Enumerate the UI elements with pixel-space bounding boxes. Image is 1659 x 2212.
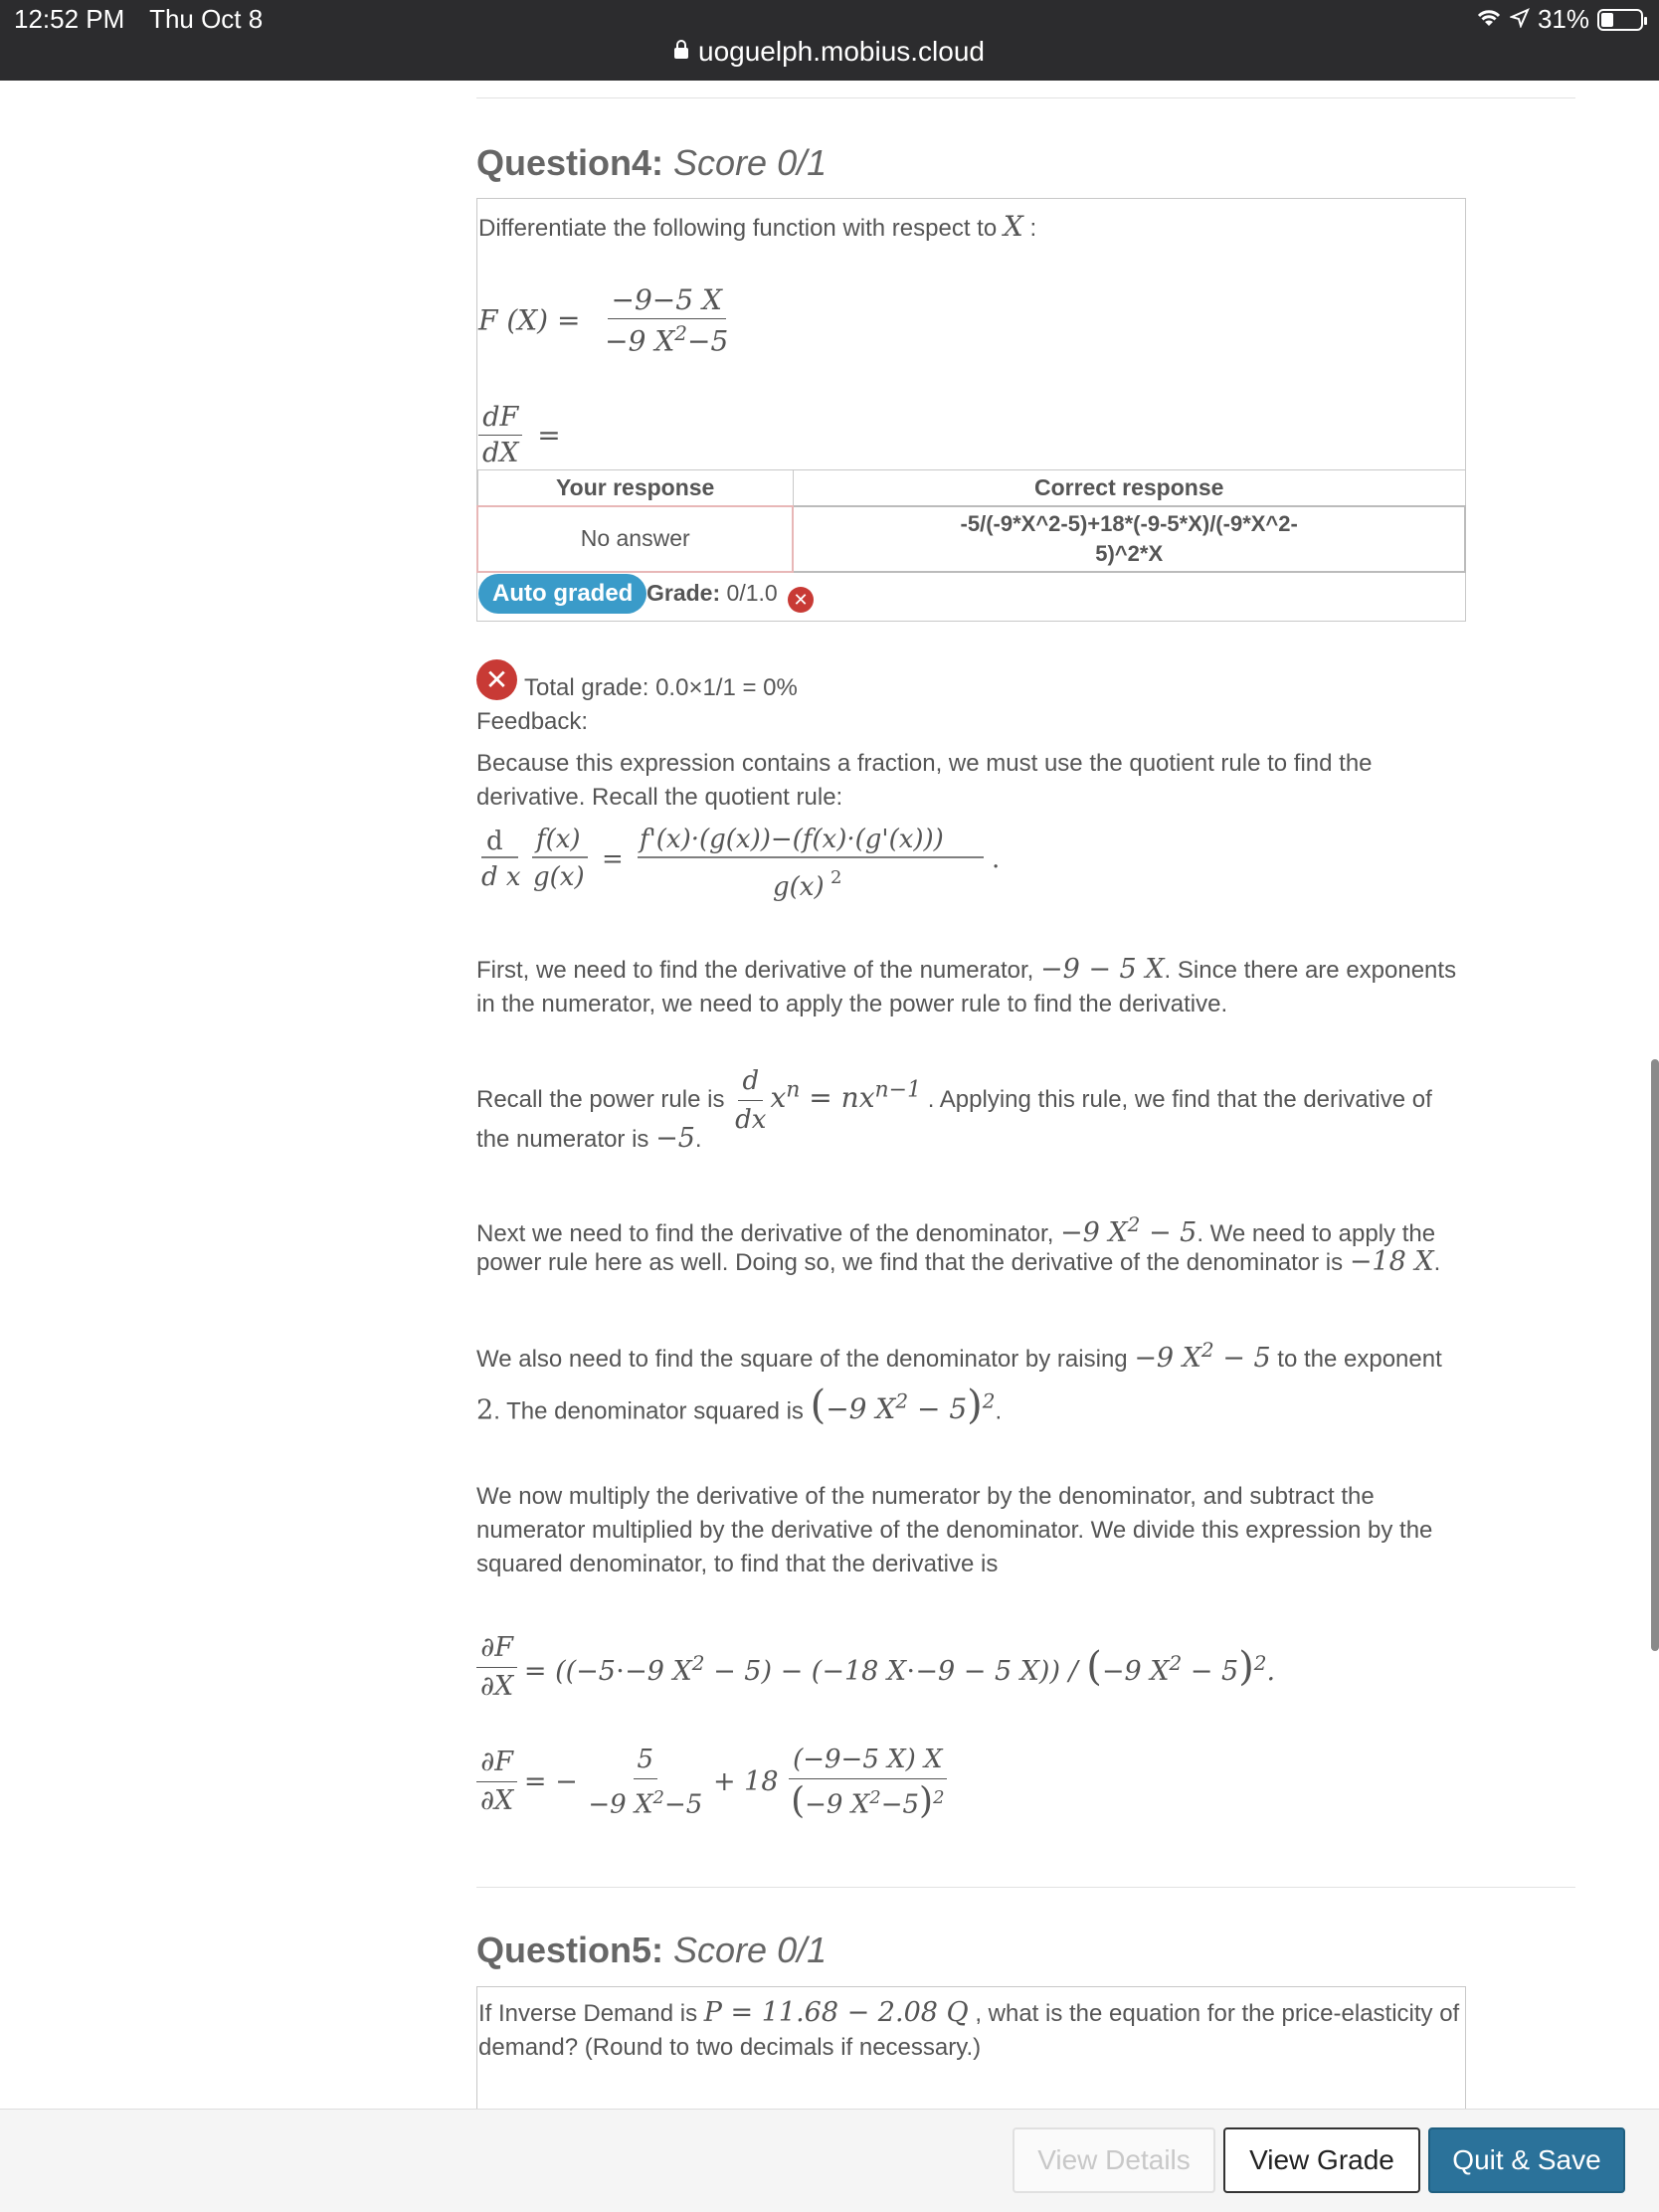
derivative-prompt: $\frac{dF}{dX}$ = bbox=[478, 402, 561, 468]
your-response-header: Your response bbox=[477, 470, 793, 506]
question-score: Score 0/1 bbox=[673, 1930, 828, 1970]
derivative-formula-2: $\frac{\partial F}{\partial X}$ = − $\frac{5}{-9 X^2-5}$ + 18 $\frac{(-9-5 X) X}{(-9 X^2-5)^2}$ bbox=[476, 1743, 1471, 1822]
status-bar-right bbox=[1476, 4, 1643, 35]
battery-percent: 31% bbox=[1537, 4, 1589, 34]
browser-top-bar bbox=[0, 0, 1659, 81]
svg-text:g(x): g(x) bbox=[773, 872, 825, 902]
total-grade: Total grade: 0.0×1/1 = 0% bbox=[524, 674, 798, 701]
address-bar[interactable] bbox=[0, 36, 1659, 68]
url-text: uoguelph.mobius.cloud bbox=[698, 36, 985, 67]
svg-text:f'(x)·(g(x))−(f(x)·(g'(x))): f'(x)·(g(x))−(f(x)·(g'(x))) bbox=[640, 825, 944, 854]
grade-line: Grade: 0/1.0 ✕ bbox=[646, 580, 814, 613]
battery-icon bbox=[1597, 9, 1643, 31]
question5-prompt: If Inverse Demand is P = 11.68 − 2.08 Q , what is the equation for the price-elasticity of demand? (Round to two decimals if necessary.) bbox=[478, 1997, 1460, 2061]
svg-text:f(x): f(x) bbox=[536, 825, 581, 854]
view-grade-button[interactable]: View Grade bbox=[1223, 2127, 1420, 2193]
feedback-paragraph-4-end: 2. The denominator squared is (−9 $X^2 - 5)^2$. bbox=[476, 1382, 1003, 1429]
question-score: Score 0/1 bbox=[673, 142, 828, 183]
feedback-paragraph-1: First, we need to find the derivative of the numerator, −9 − 5 X. Since there are exponents in the numerator, we need to apply the power rule to find the derivative. bbox=[476, 954, 1457, 1017]
vertical-scrollbar[interactable] bbox=[1651, 1059, 1659, 1651]
view-details-button[interactable]: View Details bbox=[1013, 2127, 1215, 2193]
feedback-paragraph-3-end: power rule here as well. Doing so, we find that the derivative of the denominator is −18 X. bbox=[476, 1246, 1441, 1277]
question4-title bbox=[476, 142, 827, 184]
correct-response-cell: -5/(-9*X^2-5)+18*(-9-5*X)/(-9*X^2- 5)^2*X bbox=[793, 506, 1465, 572]
status-bar-left bbox=[14, 4, 280, 35]
feedback-intro: Because this expression contains a fraction, we must use the quotient rule to find the derivative. Recall the quotient rule: bbox=[476, 750, 1373, 811]
feedback-paragraph-2: Recall the power rule is $\frac{d}{dx}$ $x^n = nx^{n-1}$ . Applying this rule, we find that the derivative of bbox=[476, 1066, 1432, 1135]
divider bbox=[476, 97, 1575, 98]
function-definition: F (X) = $\frac{-9-5 X}{-9 X^2-5}$ bbox=[478, 283, 729, 358]
question5-title bbox=[476, 1930, 827, 1971]
svg-text:2: 2 bbox=[830, 867, 842, 888]
feedback-paragraph-2-end: the numerator is −5. bbox=[476, 1123, 702, 1154]
wifi-icon bbox=[1476, 4, 1502, 35]
status-date: Thu Oct 8 bbox=[149, 4, 264, 34]
response-table bbox=[476, 469, 1466, 573]
lock-icon bbox=[674, 48, 688, 59]
incorrect-total-icon: ✕ bbox=[476, 659, 517, 700]
question-label: Question4: bbox=[476, 142, 664, 183]
divider bbox=[476, 1887, 1575, 1888]
your-response-cell: No answer bbox=[477, 506, 793, 572]
svg-text:d: d bbox=[486, 827, 503, 856]
svg-text:.: . bbox=[992, 844, 1001, 874]
location-arrow-icon bbox=[1510, 4, 1530, 35]
feedback-paragraph-3: Next we need to find the derivative of the denominator, −9 $X^2 - 5$. We need to apply the bbox=[476, 1212, 1436, 1248]
svg-text:d x: d x bbox=[481, 862, 521, 892]
question-label: Question5: bbox=[476, 1930, 664, 1970]
feedback-paragraph-5: We now multiply the derivative of the numerator by the denominator, and subtract the numerator multiplied by the derivative of the denominator. We divide this expression by the squared denominator, to find that the derivative is bbox=[476, 1483, 1433, 1577]
quit-save-button[interactable]: Quit & Save bbox=[1428, 2127, 1625, 2193]
quotient-rule-formula bbox=[476, 816, 1033, 903]
correct-response-header: Correct response bbox=[793, 470, 1465, 506]
derivative-formula-1: $\frac{\partial F}{\partial X}$ = ((−5⋅−9 $X^2 - 5) - (-18$ X⋅−9 − 5 X)) / (−9 $X^2 - 5)^2$. bbox=[476, 1631, 1471, 1704]
feedback-paragraph-4: We also need to find the square of the denominator by raising −9 $X^2 - 5$ to the exponent bbox=[476, 1338, 1442, 1374]
incorrect-icon: ✕ bbox=[788, 587, 814, 613]
auto-graded-badge: Auto graded bbox=[478, 574, 646, 614]
svg-text:=: = bbox=[602, 844, 624, 874]
feedback-label: Feedback: bbox=[476, 708, 589, 735]
status-time: 12:52 PM bbox=[14, 4, 125, 34]
svg-text:g(x): g(x) bbox=[533, 862, 585, 892]
question4-prompt: Differentiate the following function with respect to X : bbox=[478, 210, 1037, 243]
